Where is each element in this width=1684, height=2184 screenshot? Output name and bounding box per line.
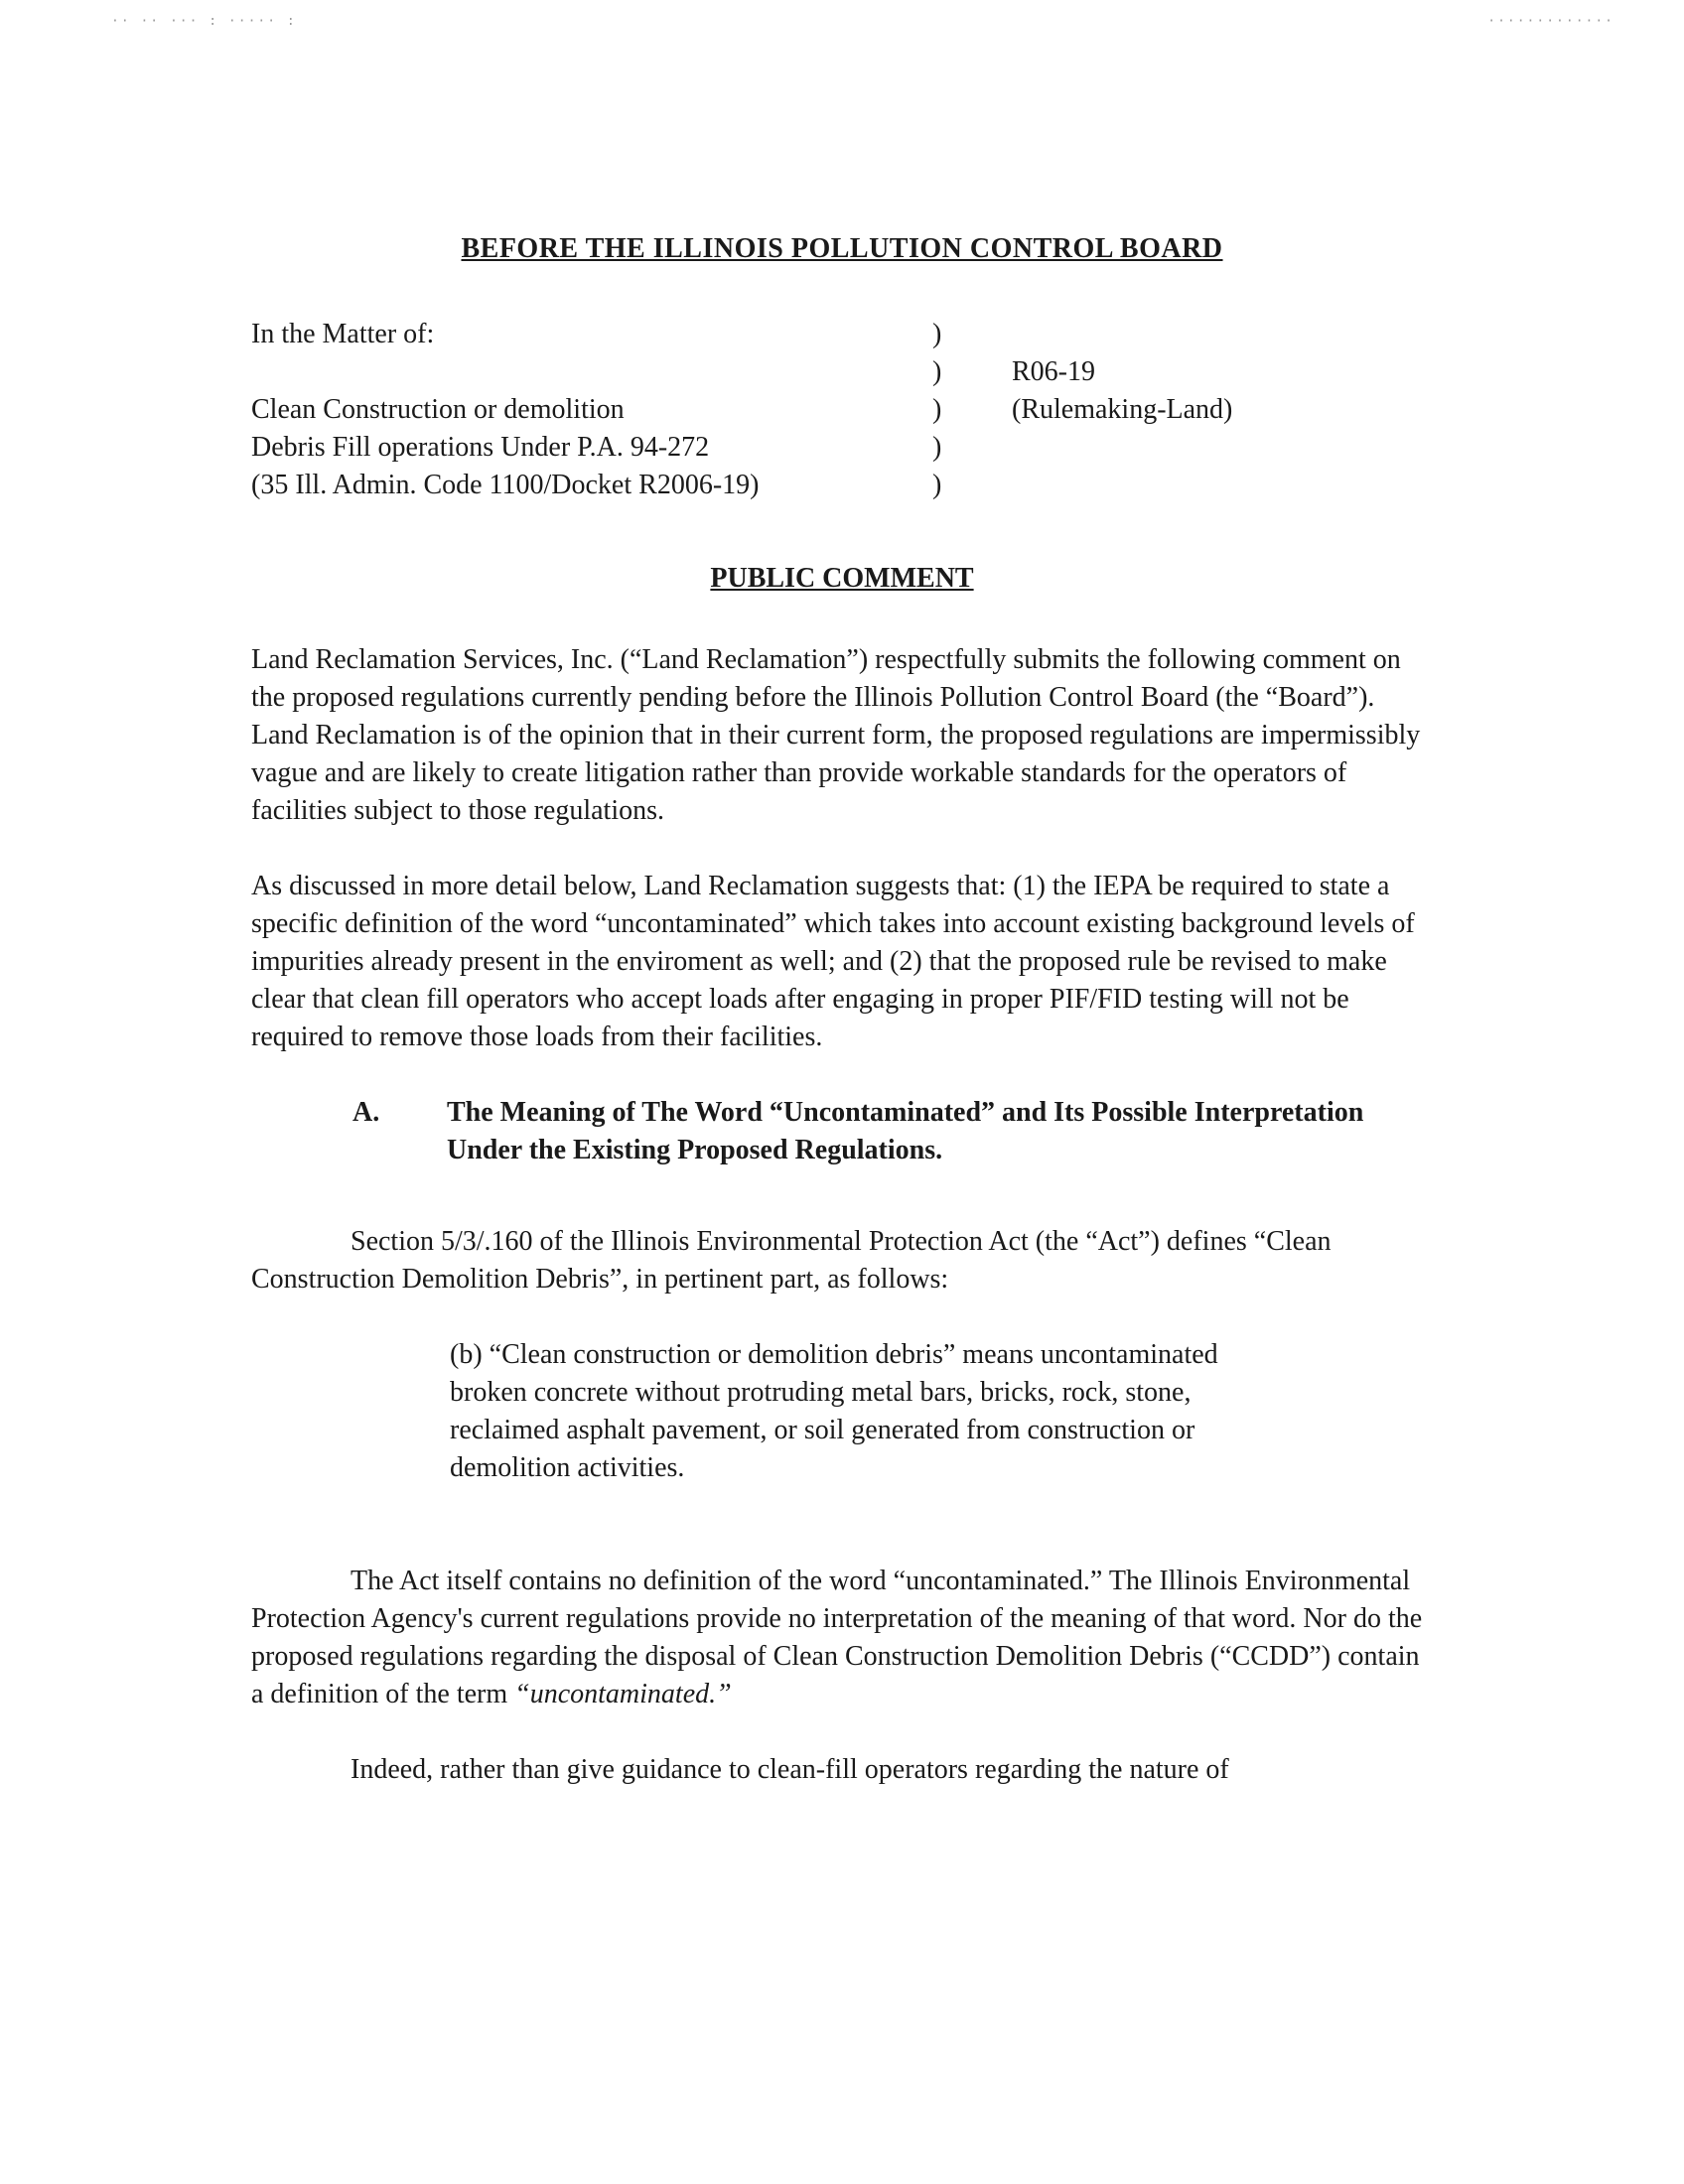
caption-line: Debris Fill operations Under P.A. 94-272 <box>251 432 710 463</box>
italic-term: “uncontaminated.” <box>514 1679 732 1709</box>
caption-paren: ) <box>932 394 942 425</box>
caption-line <box>251 353 932 391</box>
paragraph-suggestions: As discussed in more detail below, Land Reclamation suggests that: (1) the IEPA be required to state a specific definition of the word “uncontaminated” which takes into account existing background levels of impurities already present in the enviroment as well; and (2) that the proposed rule be revised to make clear that clean fill operators who accept loads after engaging in proper PIF/FID testing will not be required to remove those loads from their facilities. <box>251 871 1415 1052</box>
paragraph-no-definition <box>251 1563 1433 1713</box>
paragraph-intro: Land Reclamation Services, Inc. (“Land Reclamation”) respectfully submits the following comment on the proposed regulations currently pending before the Illinois Pollution Control Board (the “Board”). Land Reclamation is of the opinion that in their current form, the proposed regulations are impermissibly vague and are likely to create litigation rather than provide workable standards for the operators of facilities subject to those regulations. <box>251 644 1421 826</box>
block-quote: (b) “Clean construction or demolition debris” means uncontaminated broken concrete without protruding metal bars, bricks, rock, stone, reclaimed asphalt pavement, or soil generated from construction or demolition activities. <box>450 1339 1218 1483</box>
caption-line: Clean Construction or demolition <box>251 394 625 425</box>
caption-docket <box>1012 316 1433 504</box>
caption-paren: ) <box>932 356 942 387</box>
caption-paren: ) <box>932 470 942 500</box>
subheading-text: The Meaning of The Word “Uncontaminated” and Its Possible Interpretation Under the Existing Proposed Regulations. <box>447 1097 1364 1165</box>
document-title: BEFORE THE ILLINOIS POLLUTION CONTROL BOARD <box>461 233 1223 264</box>
subheading-a <box>251 1094 1433 1169</box>
caption-paren: ) <box>932 432 942 463</box>
caption-paren: ) <box>932 319 942 349</box>
caption-docket-line <box>1012 467 1433 504</box>
paragraph-guidance: Indeed, rather than give guidance to clean-fill operators regarding the nature of <box>351 1754 1229 1785</box>
caption-line: (35 Ill. Admin. Code 1100/Docket R2006-19) <box>251 470 760 500</box>
docket-type: (Rulemaking-Land) <box>1012 394 1233 425</box>
docket-number: R06-19 <box>1012 356 1095 387</box>
case-caption <box>251 316 1433 504</box>
document-page <box>251 230 1433 1789</box>
caption-docket-line <box>1012 316 1433 353</box>
fax-header-right: ············· <box>1487 14 1614 29</box>
caption-docket-line <box>1012 429 1433 467</box>
paragraph-text: The Act itself contains no definition of the word “uncontaminated.” The Illinois Environmental Protection Agency's current regulations provide no interpretation of the meaning of that word. Nor do the proposed regulations regarding the disposal of Clean Construction Demolition Debris (“CCDD”) contain a definition of the term <box>251 1566 1423 1709</box>
caption-matter <box>251 316 932 504</box>
paragraph-act-definition: Section 5/3/.160 of the Illinois Environmental Protection Act (the “Act”) defines “Clean Construction Demolition Debris”, in pertinent part, as follows: <box>251 1226 1332 1295</box>
caption-parens <box>932 316 1012 504</box>
section-title: PUBLIC COMMENT <box>710 563 974 594</box>
caption-line: In the Matter of: <box>251 319 435 349</box>
subheading-letter: A. <box>352 1097 380 1128</box>
fax-header-left: ·· ·· ··· : ····· : <box>111 14 297 29</box>
